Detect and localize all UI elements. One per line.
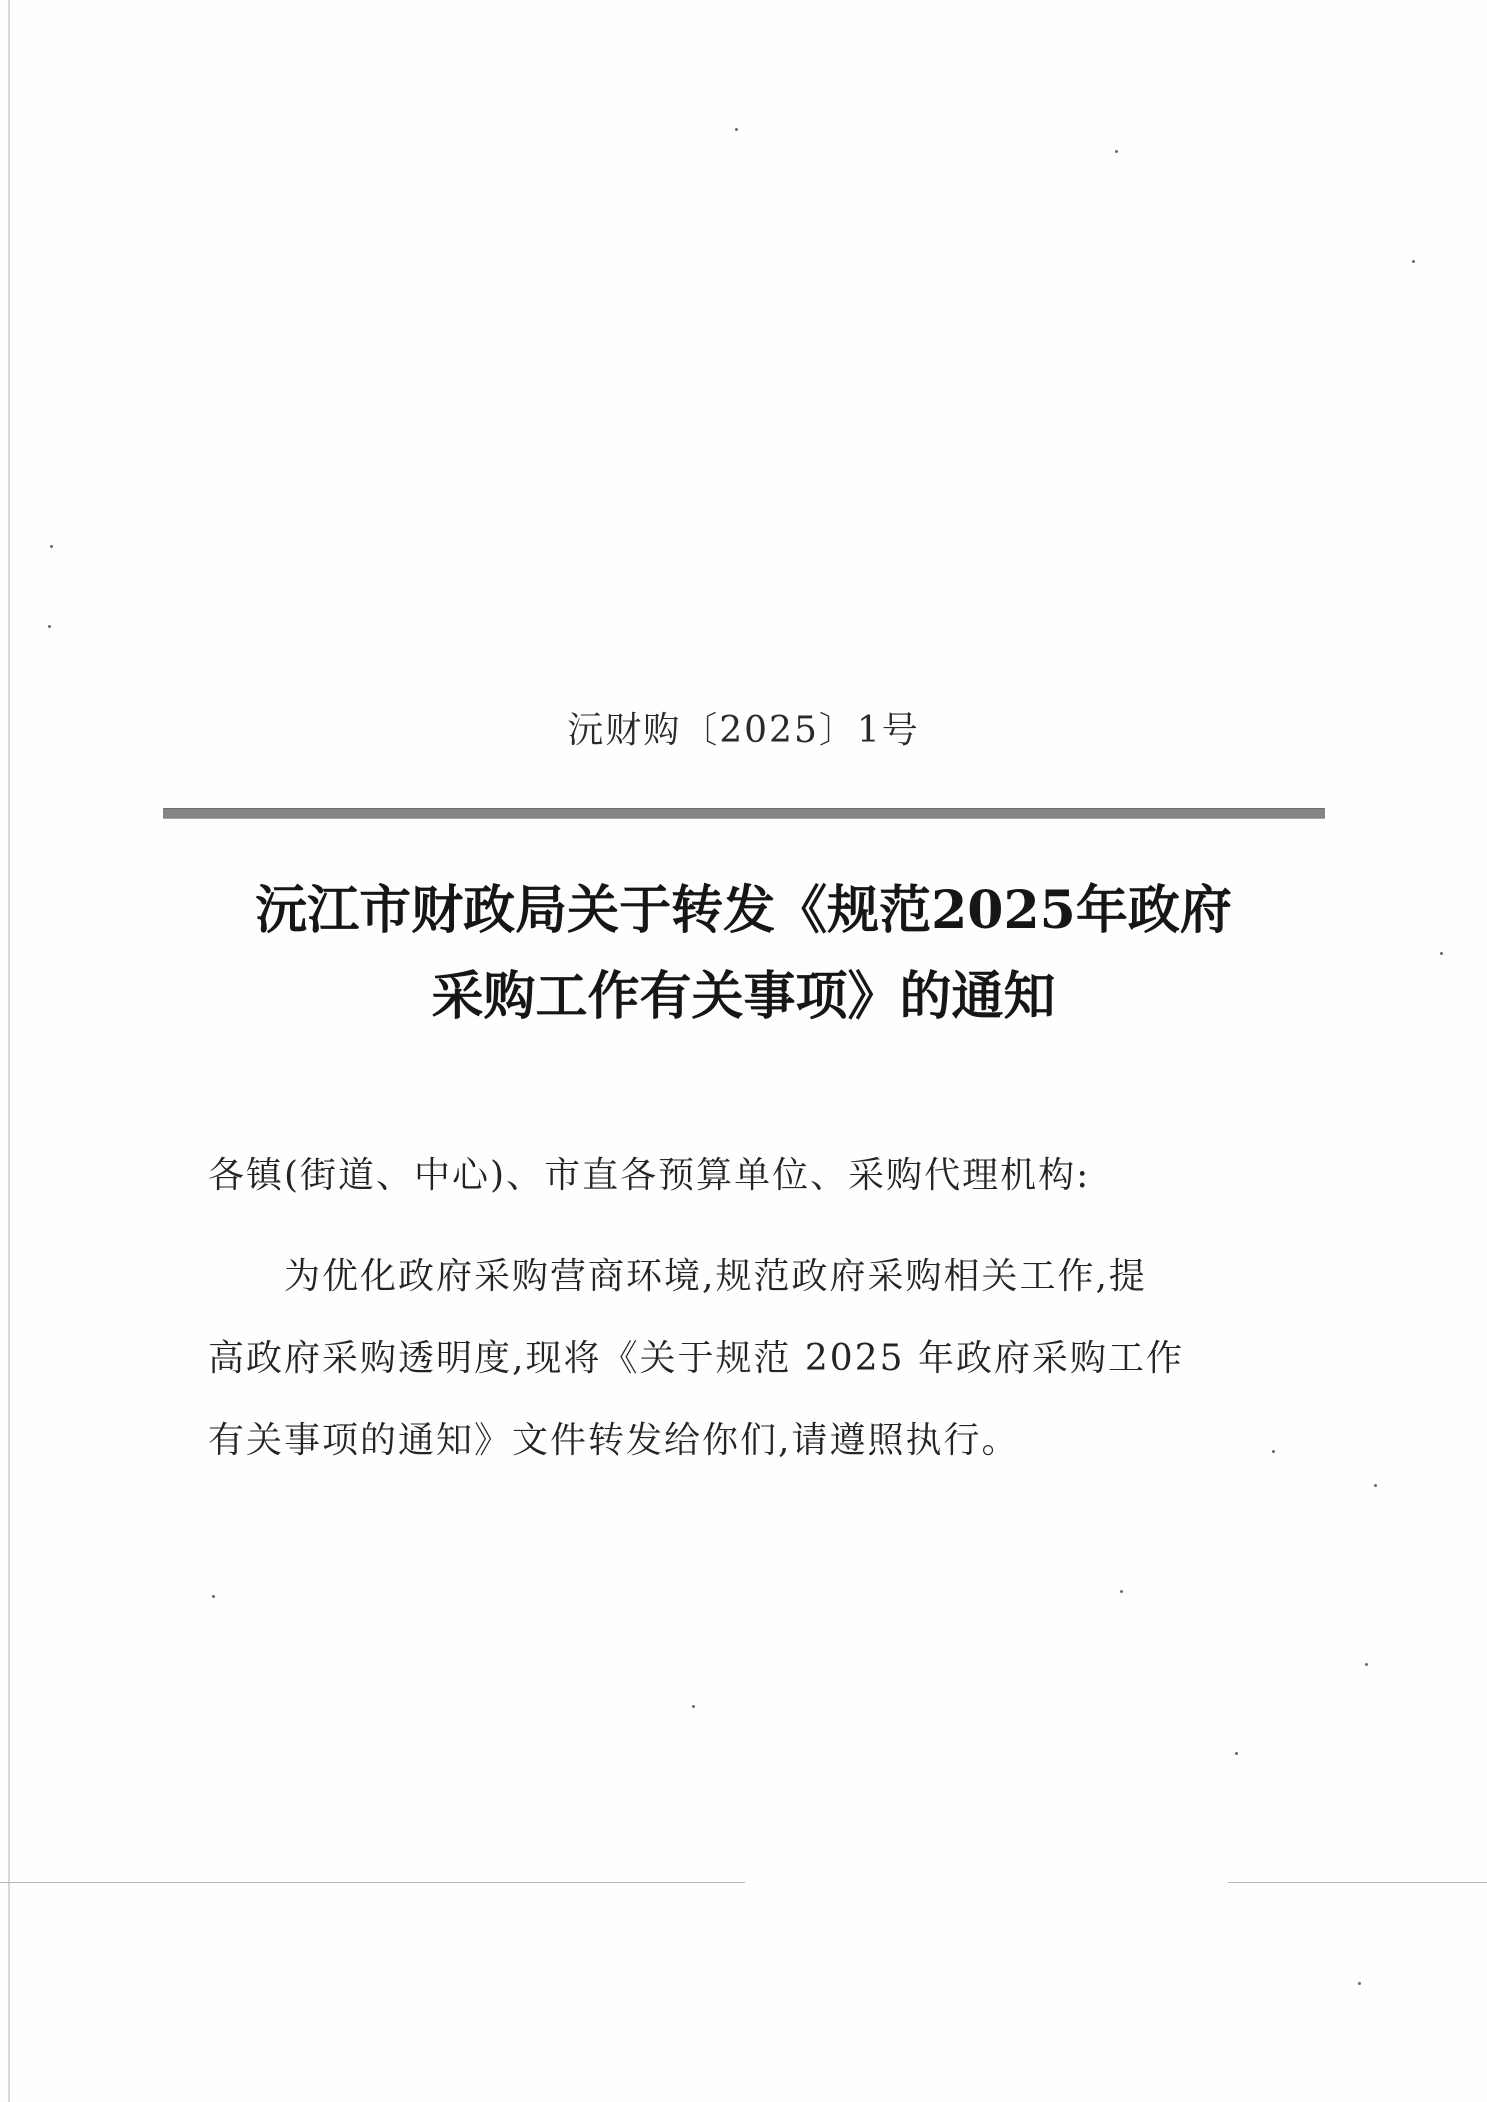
body-line-1: 为优化政府采购营商环境,规范政府采购相关工作,提	[284, 1256, 1147, 1297]
title-line-1: 沅江市财政局关于转发《规范2025年政府	[255, 880, 1232, 941]
title-line-2: 采购工作有关事项》的通知	[431, 966, 1056, 1027]
body-paragraph	[208, 1236, 1248, 1482]
scan-speck	[1374, 1484, 1377, 1487]
scan-speck	[1440, 952, 1443, 955]
scan-speck	[1120, 1590, 1123, 1593]
header-divider-rule	[163, 808, 1325, 819]
scan-artifact-line	[1228, 1882, 1487, 1883]
salutation: 各镇(街道、中心)、市直各预算单位、采购代理机构:	[208, 1155, 1091, 1196]
scan-left-edge	[8, 0, 10, 2102]
document-title	[0, 868, 1487, 1040]
scan-speck	[1115, 150, 1118, 153]
scan-speck	[1235, 1752, 1238, 1755]
document-number: 沅财购〔2025〕1号	[567, 710, 920, 751]
body-line-2: 高政府采购透明度,现将《关于规范 2025 年政府采购工作	[208, 1338, 1184, 1379]
scan-artifact-line	[0, 1882, 745, 1883]
scan-speck	[50, 545, 53, 548]
scan-speck	[48, 625, 51, 628]
scan-speck	[1272, 1450, 1275, 1453]
scan-speck	[1365, 1663, 1368, 1666]
scan-speck	[692, 1705, 695, 1708]
scan-speck	[212, 1595, 215, 1598]
scan-speck	[1358, 1982, 1361, 1985]
scan-speck	[735, 128, 738, 131]
scan-speck	[1412, 260, 1415, 263]
body-line-3: 有关事项的通知》文件转发给你们,请遵照执行。	[208, 1420, 1020, 1461]
